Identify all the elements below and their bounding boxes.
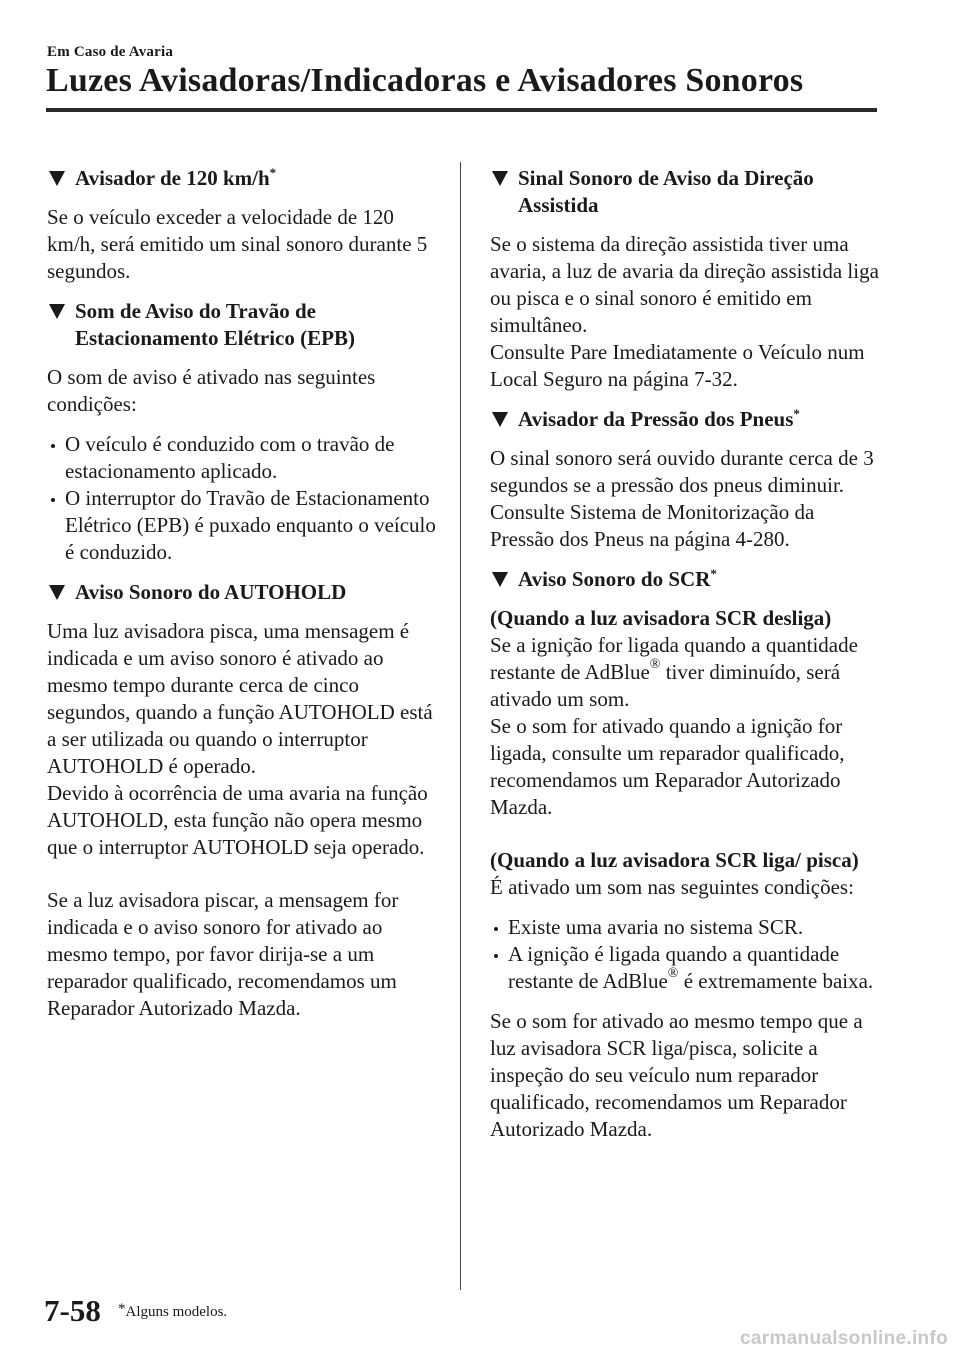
paragraph: Se a luz avisadora piscar, a mensagem for indicada e o aviso sonoro for ativado ao mesmo tempo, por favor dirija-se a um reparador qualificado, recomendamos um Reparador Autorizado Mazda. bbox=[47, 888, 399, 1020]
heading-epb: Som de Aviso do Travão de Estacionamento Elétrico (EPB) bbox=[47, 298, 443, 352]
triangle-marker-icon bbox=[492, 171, 508, 186]
subheading-scr-on: (Quando a luz avisadora SCR liga/ pisca) bbox=[490, 848, 859, 872]
bullet-dot-icon bbox=[51, 444, 55, 448]
paragraph: O sinal sonoro será ouvido durante cerca de 3 segundos se a pressão dos pneus diminuir. bbox=[490, 446, 874, 497]
heading-autohold: Aviso Sonoro do AUTOHOLD bbox=[47, 579, 443, 606]
bullet-list bbox=[47, 431, 443, 566]
registered-mark: ® bbox=[667, 966, 679, 981]
paragraph: Se o sistema da direção assistida tiver uma avaria, a luz de avaria da direção assistida liga ou pisca e o sinal sonoro é emitido em simultâneo. bbox=[490, 232, 879, 337]
left-column bbox=[47, 165, 443, 1035]
triangle-marker-icon bbox=[49, 585, 65, 600]
column-divider bbox=[460, 162, 461, 1290]
watermark: carmanualsonline.info bbox=[740, 1328, 948, 1349]
triangle-marker-icon bbox=[49, 304, 65, 319]
registered-mark: ® bbox=[649, 657, 661, 672]
footnote: *Alguns modelos. bbox=[118, 1301, 228, 1320]
triangle-marker-icon bbox=[492, 412, 508, 427]
paragraph: É ativado um som nas seguintes condições: bbox=[490, 875, 854, 899]
page-number: 7-58 bbox=[44, 1293, 101, 1328]
paragraph: O som de aviso é ativado nas seguintes condições: bbox=[47, 365, 376, 416]
subheading-scr-off: (Quando a luz avisadora SCR desliga) bbox=[490, 606, 832, 630]
asterisk-mark: * bbox=[269, 165, 277, 180]
header-rule bbox=[46, 108, 877, 112]
heading-scr: Aviso Sonoro do SCR* bbox=[490, 566, 882, 593]
heading-120kmh: Avisador de 120 km/h* bbox=[47, 165, 443, 192]
bullet-dot-icon bbox=[494, 954, 498, 958]
paragraph: Se o som for ativado ao mesmo tempo que a luz avisadora SCR liga/pisca, solicite a inspeção do seu veículo num reparador qualificado, recomendamos um Reparador Autorizado Mazda. bbox=[490, 1009, 863, 1141]
right-column bbox=[490, 165, 882, 1156]
triangle-marker-icon bbox=[49, 171, 65, 186]
paragraph: Se o som for ativado quando a ignição for ligada, consulte um reparador qualificado, recomendamos um Reparador Autorizado Mazda. bbox=[490, 714, 845, 819]
paragraph: Devido à ocorrência de uma avaria na função AUTOHOLD, esta função não opera mesmo que o interruptor AUTOHOLD seja operado. bbox=[47, 781, 428, 859]
list-item: Existe uma avaria no sistema SCR. bbox=[490, 914, 882, 941]
asterisk-mark: * bbox=[710, 566, 717, 581]
list-item: O veículo é conduzido com o travão de estacionamento aplicado. bbox=[47, 431, 443, 485]
paragraph: Consulte Sistema de Monitorização da Pressão dos Pneus na página 4-280. bbox=[490, 500, 815, 551]
paragraph: Consulte Pare Imediatamente o Veículo num Local Seguro na página 7-32. bbox=[490, 340, 865, 391]
triangle-marker-icon bbox=[492, 572, 508, 587]
list-item: A ignição é ligada quando a quantidade restante de AdBlue® é extremamente baixa. bbox=[490, 941, 882, 995]
bullet-list bbox=[490, 914, 882, 995]
section-label: Em Caso de Avaria bbox=[47, 44, 174, 60]
chapter-title: Luzes Avisadoras/Indicadoras e Avisadores Sonoros bbox=[46, 62, 804, 99]
bullet-dot-icon bbox=[51, 498, 55, 502]
heading-direcao-assistida: Sinal Sonoro de Aviso da Direção Assistida bbox=[490, 165, 882, 219]
paragraph: Se a ignição for ligada quando a quantidade restante de AdBlue® tiver diminuído, será ativado um som. bbox=[490, 633, 858, 711]
heading-pressao-pneus: Avisador da Pressão dos Pneus* bbox=[490, 406, 882, 433]
paragraph: Se o veículo exceder a velocidade de 120 km/h, será emitido um sinal sonoro durante 5 segundos. bbox=[47, 205, 428, 283]
bullet-dot-icon bbox=[494, 927, 498, 931]
list-item: O interruptor do Travão de Estacionamento Elétrico (EPB) é puxado enquanto o veículo é conduzido. bbox=[47, 485, 443, 566]
asterisk-mark: * bbox=[118, 1301, 126, 1317]
asterisk-mark: * bbox=[793, 406, 800, 421]
paragraph: Uma luz avisadora pisca, uma mensagem é indicada e um aviso sonoro é ativado ao mesmo tempo durante cerca de cinco segundos, quando a função AUTOHOLD está a ser utilizada ou quando o interruptor AUTOHOLD é operado. bbox=[47, 619, 433, 778]
